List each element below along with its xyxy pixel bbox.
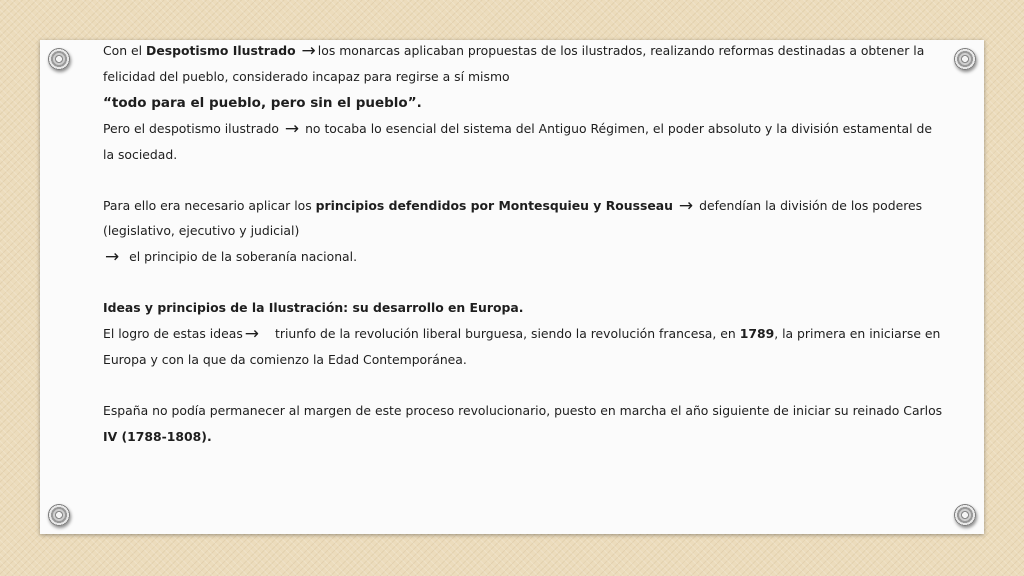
heading-text: : su desarrollo en Europa. (343, 300, 524, 315)
term-despotismo: Despotismo Ilustrado (146, 43, 296, 58)
text-line (103, 429, 212, 445)
arrow-right-icon: → (105, 247, 120, 267)
text-line (103, 403, 942, 419)
arrow-right-icon: → (284, 119, 300, 139)
arrow-right-icon: → (678, 196, 694, 216)
text-line (103, 43, 924, 59)
text-run: los monarcas aplicaban propuestas de los ilustrados, realizando reformas destinadas a obtener la (317, 43, 925, 58)
pushpin-icon (48, 504, 70, 526)
text-run: triunfo de la revolución liberal burguesa, siendo la revolución francesa, en (275, 326, 740, 341)
text-run: (legislativo, ejecutivo y judicial) (103, 223, 300, 238)
heading-text: Ideas y principios de la Ilustración (103, 300, 344, 315)
text-run: Europa y con la que da comienzo la Edad Contemporánea. (103, 352, 467, 367)
text-line (103, 249, 357, 265)
text-run: España no podía permanecer al margen de este proceso revolucionario, puesto en marcha el año siguiente de iniciar su reinado Carlos (103, 403, 943, 418)
text-line (103, 147, 177, 163)
year-1789: 1789 (739, 326, 775, 341)
text-run: El logro de estas ideas (103, 326, 243, 341)
pushpin-icon (954, 48, 976, 70)
text-run: defendían la división de los poderes (699, 198, 923, 213)
text-line (103, 121, 932, 137)
text-run: Con el (103, 43, 147, 58)
text-line (103, 69, 510, 85)
content-board (40, 40, 984, 534)
term-principios: principios defendidos por Montesquieu y Rousseau (315, 198, 673, 213)
text-line (103, 352, 467, 368)
text-run: felicidad del pueblo, considerado incapaz para regirse a sí mismo (103, 69, 510, 84)
arrow-right-icon: → (244, 324, 260, 344)
text-run: Pero el despotismo ilustrado (103, 121, 279, 136)
pushpin-icon (48, 48, 70, 70)
text-run: no tocaba lo esencial del sistema del Antiguo Régimen, el poder absoluto y la división estamental de (305, 121, 933, 136)
text-line (103, 326, 940, 342)
text-run: la sociedad. (103, 147, 178, 162)
section-heading (103, 300, 523, 316)
text-run: , la primera en iniciarse en (774, 326, 941, 341)
pushpin-icon (954, 504, 976, 526)
quote-line: “todo para el pueblo, pero sin el pueblo”. (103, 95, 422, 111)
text-line (103, 223, 299, 239)
reign-dates: IV (1788-1808). (103, 429, 212, 444)
arrow-right-icon: → (301, 41, 316, 61)
text-run: el principio de la soberanía nacional. (129, 249, 358, 264)
text-line (103, 198, 922, 214)
text-run: Para ello era necesario aplicar los (103, 198, 316, 213)
